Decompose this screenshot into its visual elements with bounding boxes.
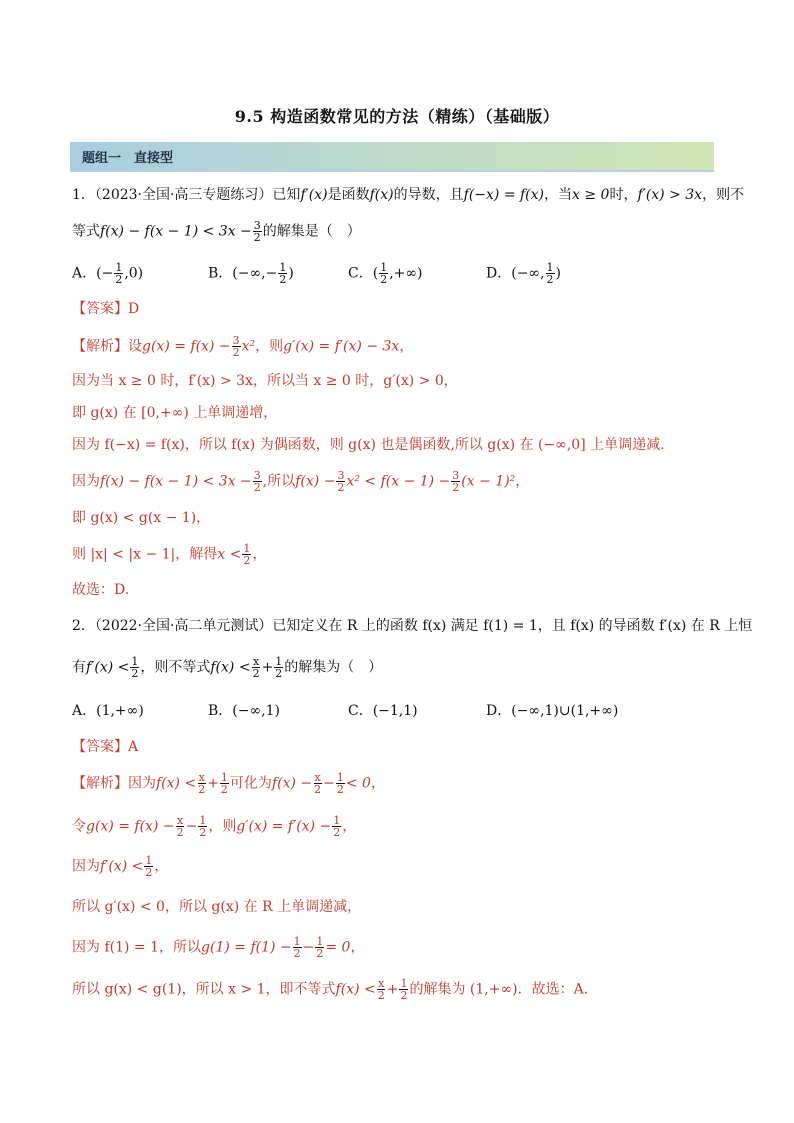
q2-analysis-line-5: 因为 f(1) = 1，所以g(1) = f(1) − $\frac{1}{2}$ − $\frac{1}{2}$ = 0，	[72, 935, 365, 960]
q2-option-c[interactable]: C．(−1,1)	[348, 703, 418, 719]
q1-option-c[interactable]: C．( $\frac{1}{2}$ ,+∞)	[348, 261, 423, 286]
q2-stem-line-1: 2．（2022·全国·高二单元测试）已知定义在 R 上的函数 f(x) 满足 f(1) = 1，且 f(x) 的导函数 f′(x) 在 R 上恒	[72, 618, 753, 634]
q1-analysis-line-6: 即 g(x) < g(x − 1)，	[72, 510, 211, 526]
q1-stem-line-2: 等式f(x) − f(x − 1) < 3x − $\frac{3}{2}$ 的解集是（ ）	[72, 219, 361, 244]
q2-analysis-line-2: 令g(x) = f(x) − $\frac{x}{2}$ − $\frac{1}{2}$ ，则g′(x) = f′(x) − $\frac{1}{2}$ ，	[72, 814, 357, 839]
q2-analysis-line-1: 【解析】因为f(x) < $\frac{x}{2}$ + $\frac{1}{2}$ 可化为f(x) − $\frac{x}{2}$ − $\frac{1}{2}$ < 0，	[72, 771, 385, 796]
q1-option-a[interactable]: A．(− $\frac{1}{2}$ ,0)	[72, 261, 144, 286]
q1-analysis-line-1: 【解析】设g(x) = f(x) − $\frac{3}{2}$ x²，则g′(x) = f′(x) − 3x，	[72, 334, 414, 359]
q1-analysis-line-5: 因为f(x) − f(x − 1) < 3x − $\frac{3}{2}$ ,所以f(x) − $\frac{3}{2}$ x² < f(x − 1) − $\frac{3}{2}$ (x − 1)²，	[72, 469, 530, 494]
q2-analysis-line-6: 所以 g(x) < g(1)，所以 x > 1，即不等式f(x) < $\frac{x}{2}$ + $\frac{1}{2}$ 的解集为 (1,+∞)．故选：A．	[72, 977, 598, 1002]
q1-analysis-line-2: 因为当 x ≥ 0 时，f′(x) > 3x，所以当 x ≥ 0 时，g′(x) > 0，	[72, 373, 458, 389]
q2-option-d[interactable]: D．(−∞,1)∪(1,+∞)	[486, 703, 619, 719]
q1-analysis-line-7: 则 |x| < |x − 1|，解得x < $\frac{1}{2}$ ，	[72, 542, 267, 567]
q2-option-b[interactable]: B．(−∞,1)	[208, 703, 280, 719]
q1-analysis-line-4: 因为 f(−x) = f(x)，所以 f(x) 为偶函数，则 g(x) 也是偶函数,所以 g(x) 在 (−∞,0] 上单调递减.	[72, 437, 665, 453]
q2-analysis-line-4: 所以 g′(x) < 0，所以 g(x) 在 R 上单调递减，	[72, 899, 362, 915]
fraction: $\frac{3}{2}$	[253, 219, 261, 244]
q1-option-b[interactable]: B．(−∞,− $\frac{1}{2}$ )	[208, 261, 294, 286]
q1-stem-line-1: 1．（2023·全国·高三专题练习）已知f′(x)是函数f(x)的导数，且f(−x) = f(x)，当x ≥ 0时，f′(x) > 3x，则不	[72, 187, 745, 203]
q1-answer: 【答案】D	[72, 301, 140, 317]
q1-option-d[interactable]: D．(−∞, $\frac{1}{2}$ )	[486, 261, 562, 286]
section-title: 题组一 直接型	[82, 151, 174, 166]
q2-answer: 【答案】A	[72, 739, 139, 755]
page-title: 9.5 构造函数常见的方法（精练）（基础版）	[234, 107, 560, 126]
q1-analysis-line-3: 即 g(x) 在 [0,+∞) 上单调递增，	[72, 405, 278, 421]
q2-analysis-line-3: 因为f′(x) < $\frac{1}{2}$ ，	[72, 854, 169, 879]
q2-option-a[interactable]: A．(1,+∞)	[72, 703, 144, 719]
q2-stem-line-2: 有f′(x) < $\frac{1}{2}$ ，则不等式f(x) < $\frac{x}{2}$ + $\frac{1}{2}$ 的解集为（ ）	[72, 655, 383, 680]
section-banner	[70, 142, 714, 172]
q1-analysis-line-8: 故选：D.	[72, 582, 130, 598]
